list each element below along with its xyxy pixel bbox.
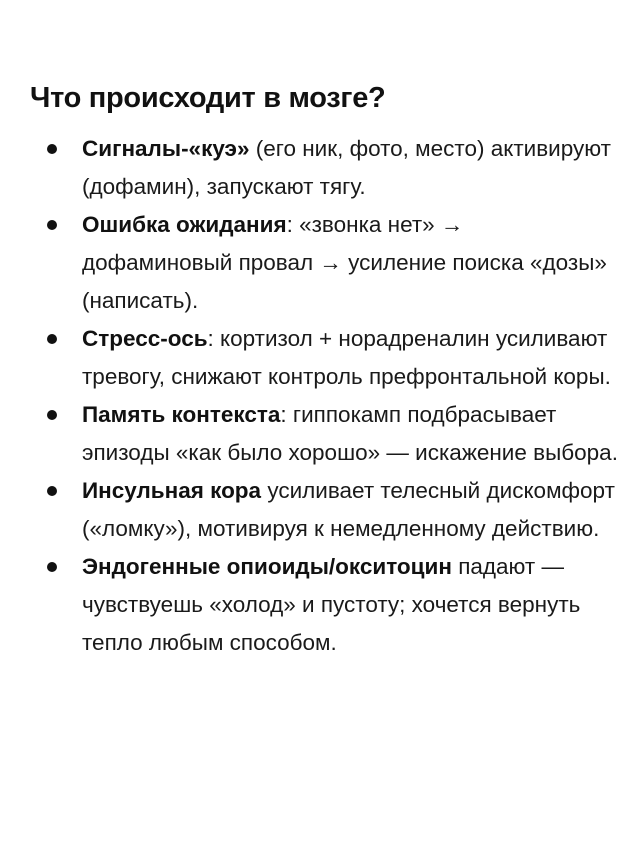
term-label: Память контекста [82, 402, 281, 427]
page-title: Что происходит в мозге? [30, 82, 386, 114]
item-text: : кортизол + норадреналин усиливают тревогу, снижают контроль префронтальной коры. [82, 326, 611, 389]
item-text: : «звонка нет» → дофаминовый провал → усиление поиска «дозы» (написать). [82, 212, 607, 313]
term-label: Стресс-ось [82, 326, 208, 351]
list-item-insular-cortex [30, 472, 620, 548]
bullet-list [30, 130, 620, 662]
list-item-cues [30, 130, 620, 206]
item-text: (его ник, фото, место) активируют (дофамин), запускают тягу. [82, 136, 611, 199]
list-item-stress-axis [30, 320, 620, 396]
bullet-dot-icon [47, 144, 57, 154]
term-label: Инсульная кора [82, 478, 262, 503]
list-item-context-memory [30, 396, 620, 472]
bullet-dot-icon [47, 562, 57, 572]
bullet-dot-icon [47, 334, 57, 344]
term-label: Сигналы-«куэ» [82, 136, 250, 161]
bullet-dot-icon [47, 220, 57, 230]
list-item-opioids-oxytocin [30, 548, 620, 662]
bullet-dot-icon [47, 410, 57, 420]
list-item-prediction-error [30, 206, 620, 320]
bullet-dot-icon [47, 486, 57, 496]
item-text: падают — чувствуешь «холод» и пустоту; хочется вернуть тепло любым способом. [82, 554, 581, 655]
item-text: : гиппокамп подбрасывает эпизоды «как было хорошо» — искажение выбора. [82, 402, 618, 465]
term-label: Ошибка ожидания [82, 212, 287, 237]
term-label: Эндогенные опиоиды/окситоцин [82, 554, 452, 579]
item-text: усиливает телесный дискомфорт («ломку»), мотивируя к немедленному действию. [82, 478, 615, 541]
